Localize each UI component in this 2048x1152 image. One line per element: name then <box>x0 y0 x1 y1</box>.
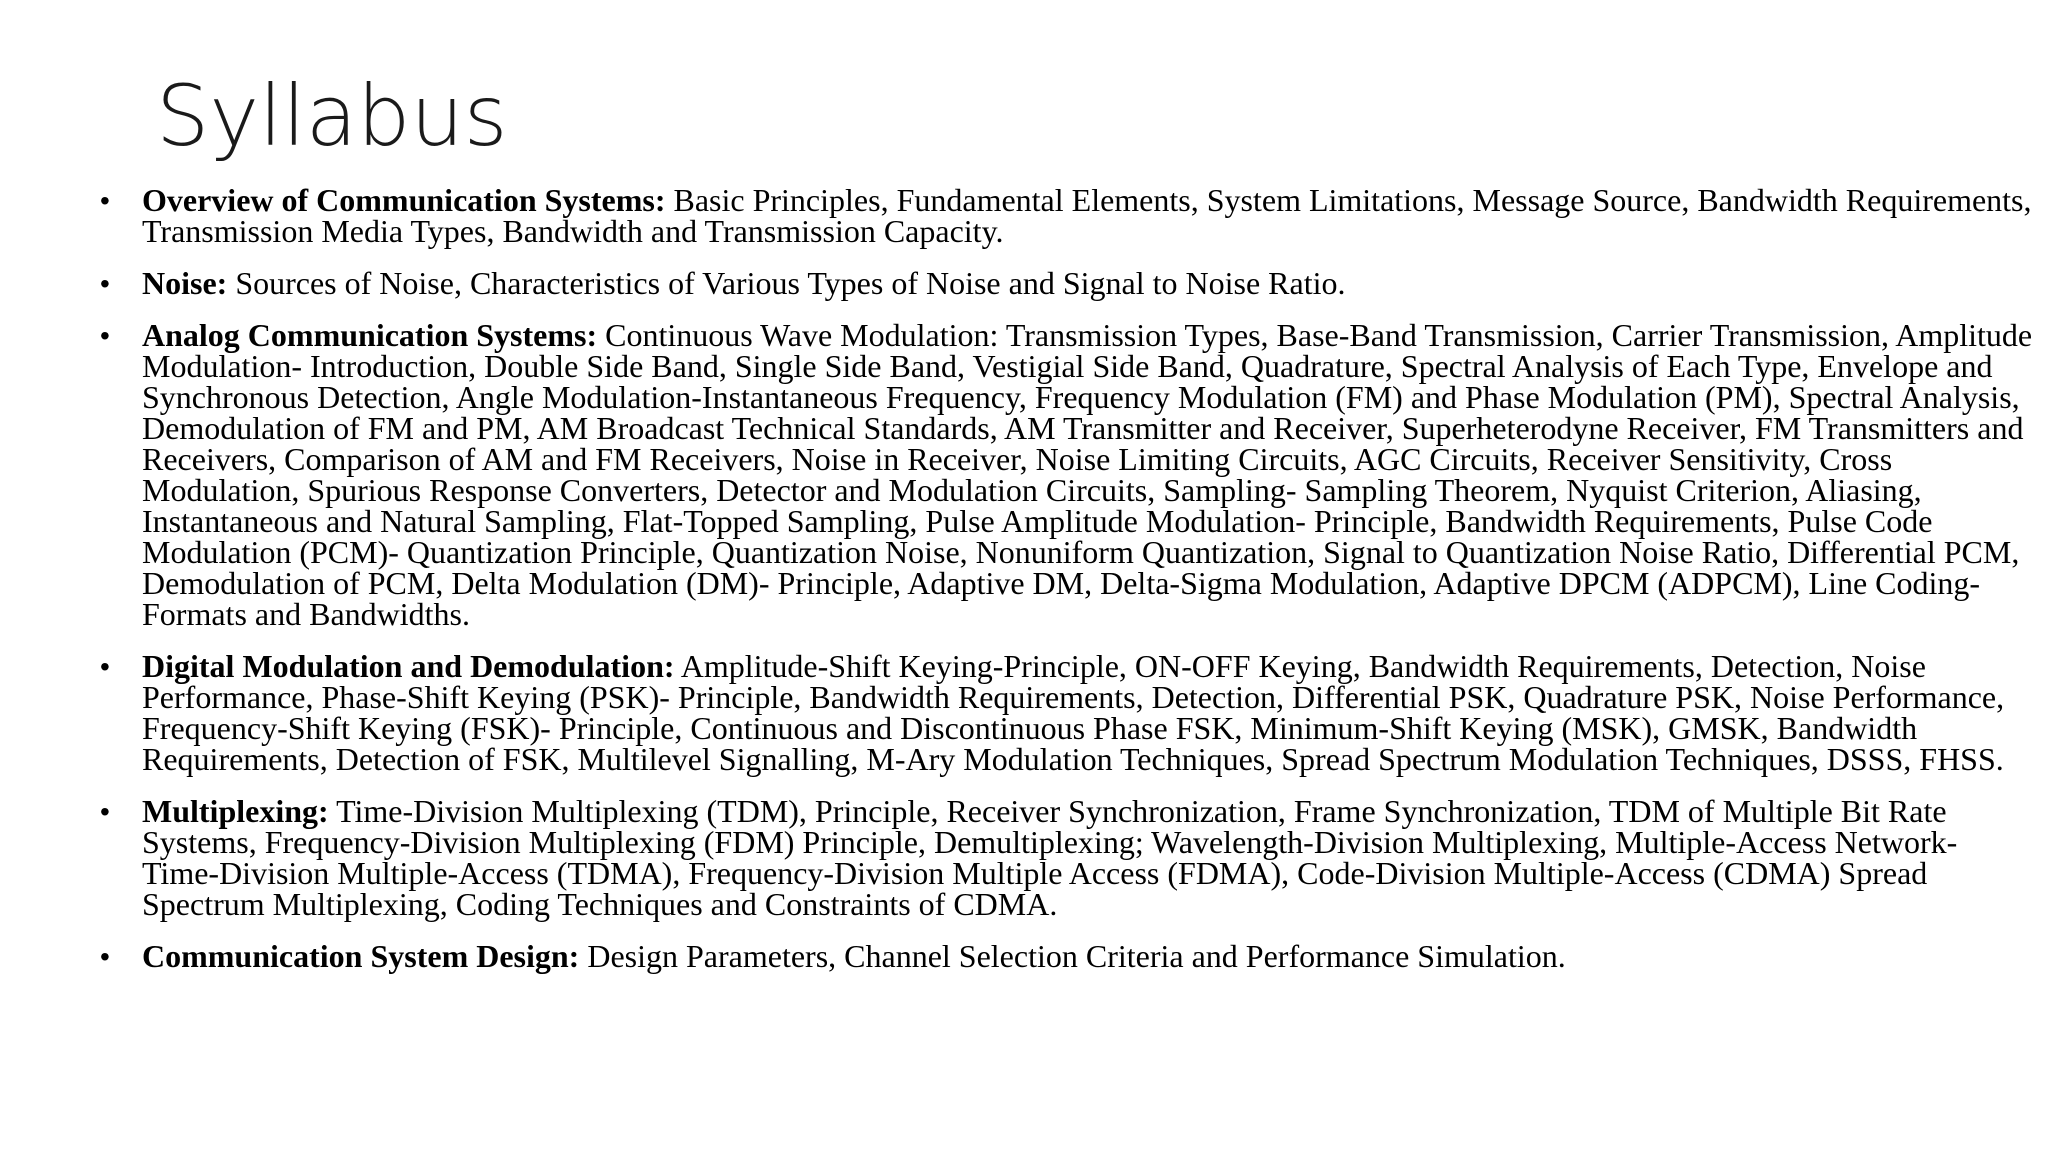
list-item-analog <box>100 317 2035 632</box>
list-item-multiplexing <box>100 793 2035 922</box>
slide-title: Syllabus <box>156 67 508 165</box>
bullet-icon: • <box>100 796 110 827</box>
bullet-icon: • <box>100 320 110 351</box>
bullet-icon: • <box>100 651 110 682</box>
bullet-icon: • <box>100 941 110 972</box>
list-item-noise <box>100 265 2035 301</box>
item-heading: Noise: <box>142 265 228 301</box>
bullet-icon: • <box>100 185 110 216</box>
syllabus-list <box>100 182 2035 974</box>
item-heading: Overview of Communication Systems: <box>142 182 666 218</box>
item-text: Amplitude-Shift Keying-Principle, ON-OFF Keying, Bandwidth Requirements, Detection, Noise Performance, Phase-Shift Keying (PSK)- Principle, Bandwidth Requirements, Detection, Differential PSK, Quadrature PSK, Noise Performance, Frequency-Shift Keying (FSK)- Principle, Continuous and Discontinuous Phase FSK, Minimum-Shift Keying (MSK), GMSK, Bandwidth Requirements, Detection of FSK, Multilevel Signalling, M-Ary Modulation Techniques, Spread Spectrum Modulation Techniques, DSSS, FHSS. <box>142 648 2005 777</box>
item-text: Continuous Wave Modulation: Transmission Types, Base-Band Transmission, Carrier Transmission, Amplitude Modulation- Introduction, Double Side Band, Single Side Band, Vestigial Side Band, Quadrature, Spectral Analysis of Each Type, Envelope and Synchronous Detection, Angle Modulation-Instantaneous Frequency, Frequency Modulation (FM) and Phase Modulation (PM), Spectral Analysis, Demodulation of FM and PM, AM Broadcast Technical Standards, AM Transmitter and Receiver, Superheterodyne Receiver, FM Transmitters and Receivers, Comparison of AM and FM Receivers, Noise in Receiver, Noise Limiting Circuits, AGC Circuits, Receiver Sensitivity, Cross Modulation, Spurious Response Converters, Detector and Modulation Circuits, Sampling- Sampling Theorem, Nyquist Criterion, Aliasing, Instantaneous and Natural Sampling, Flat-Topped Sampling, Pulse Amplitude Modulation- Principle, Bandwidth Requirements, Pulse Code Modulation (PCM)- Quantization Principle, Quantization Noise, Nonuniform Quantization, Signal to Quantization Noise Ratio, Differential PCM, Demodulation of PCM, Delta Modulation (DM)- Principle, Adaptive DM, Delta-Sigma Modulation, Adaptive DPCM (ADPCM), Line Coding- Formats and Bandwidths. <box>142 317 2033 632</box>
list-item-design <box>100 938 2035 974</box>
bullet-icon: • <box>100 268 110 299</box>
item-text: Design Parameters, Channel Selection Criteria and Performance Simulation. <box>579 938 1566 974</box>
item-heading: Communication System Design: <box>142 938 580 974</box>
item-heading: Analog Communication Systems: <box>142 317 598 353</box>
slide-content <box>100 182 2035 993</box>
item-heading: Digital Modulation and Demodulation: <box>142 648 675 684</box>
list-item-overview <box>100 182 2035 249</box>
item-text: Basic Principles, Fundamental Elements, System Limitations, Message Source, Bandwidth Requirements, Transmission Media Types, Bandwidth and Transmission Capacity. <box>142 182 2032 249</box>
item-text: Sources of Noise, Characteristics of Various Types of Noise and Signal to Noise Ratio. <box>227 265 1346 301</box>
item-text: Time-Division Multiplexing (TDM), Principle, Receiver Synchronization, Frame Synchronization, TDM of Multiple Bit Rate Systems, Frequency-Division Multiplexing (FDM) Principle, Demultiplexing; Wavelength-Division Multiplexing, Multiple-Access Network- Time-Division Multiple-Access (TDMA), Frequency-Division Multiple Access (FDMA), Code-Division Multiple-Access (CDMA) Spread Spectrum Multiplexing, Coding Techniques and Constraints of CDMA. <box>142 793 1958 922</box>
item-heading: Multiplexing: <box>142 793 329 829</box>
list-item-digital <box>100 648 2035 777</box>
